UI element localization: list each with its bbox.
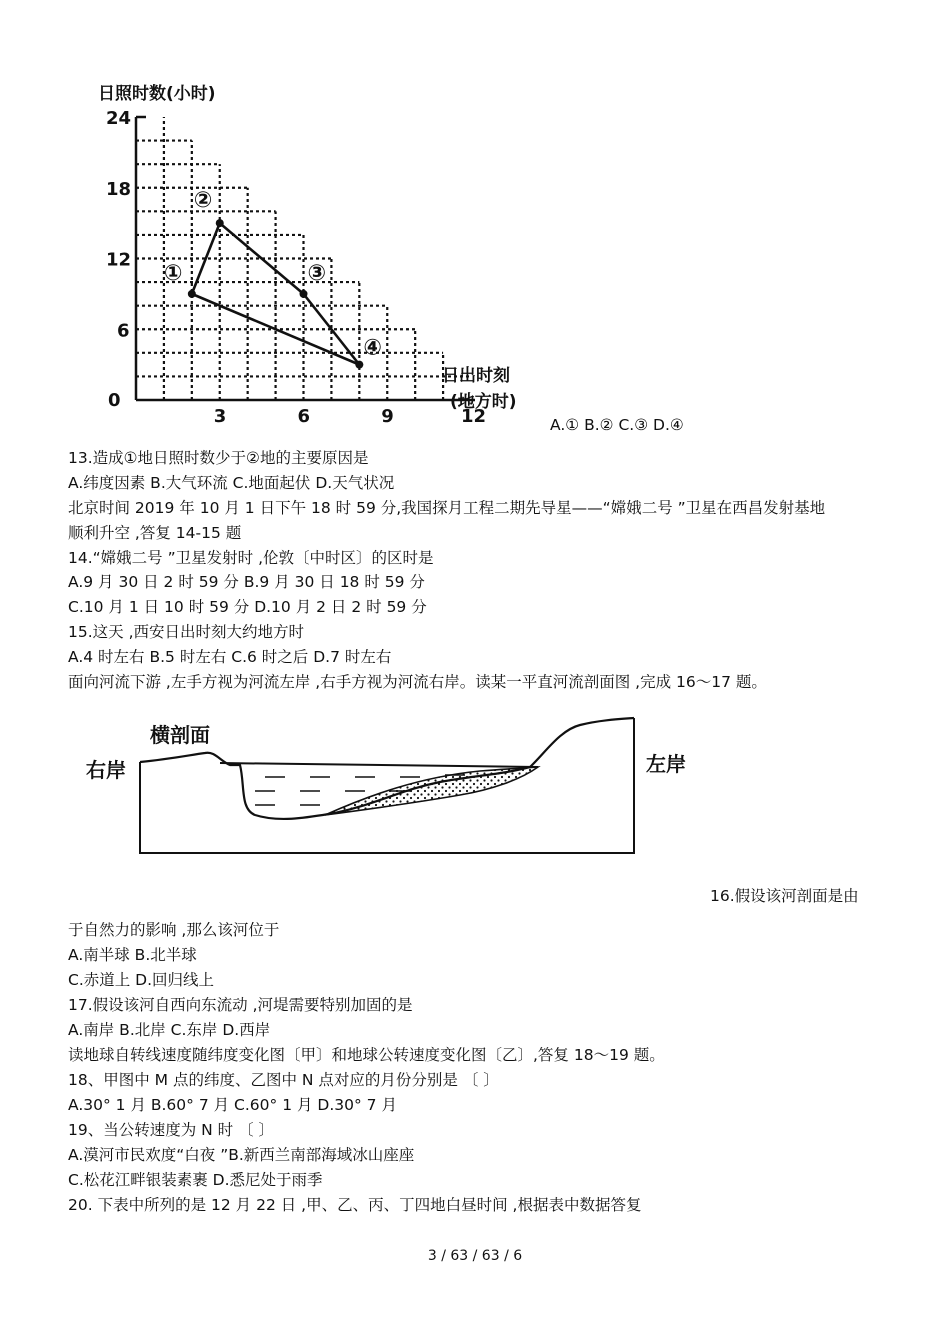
q19-stem: 19、当公转速度为 N 时 〔 〕 — [68, 1121, 275, 1139]
x-tick-label: 0 — [108, 390, 121, 411]
y-axis-label: 日照时数(小时) — [98, 84, 216, 104]
data-point — [355, 361, 363, 369]
q18-options: A.30° 1 月 B.60° 7 月 C.60° 1 月 D.30° 7 月 — [68, 1096, 397, 1114]
q14-options-cd: C.10 月 1 日 10 时 59 分 D.10 月 2 日 2 时 59 分 — [68, 598, 427, 616]
intro-18-19: 读地球自转线速度随纬度变化图〔甲〕和地球公转速度变化图〔乙〕,答复 18～19 题。 — [68, 1046, 665, 1064]
left-bank-label: 左岸 — [646, 752, 686, 776]
q12-options: A.① B.② C.③ D.④ — [550, 416, 684, 434]
page-footer: 3 / 63 / 63 / 6 — [427, 1248, 523, 1264]
x-axis-label-line1: 日出时刻 — [442, 366, 510, 386]
q17-options: A.南岸 B.北岸 C.东岸 D.西岸 — [68, 1021, 271, 1039]
q13-options: A.纬度因素 B.大气环流 C.地面起伏 D.天气状况 — [68, 474, 395, 492]
y-tick-label: 6 — [117, 320, 130, 342]
q14-stem: 14.“嫦娥二号 ”卫星发射时 ,伦敦〔中时区〕的区时是 — [68, 549, 434, 567]
river-cross-section — [80, 705, 710, 875]
data-point — [188, 290, 196, 298]
q16-stem-end: 于自然力的影响 ,那么该河位于 — [68, 921, 280, 939]
y-tick-label: 24 — [106, 108, 132, 129]
x-tick-label: 9 — [381, 406, 394, 425]
q18-stem: 18、甲图中 M 点的纬度、乙图中 N 点对应的月份分别是 〔 〕 — [68, 1071, 499, 1089]
intro-16-17: 面向河流下游 ,左手方视为河流左岸 ,右手方视为河流右岸。读某一平直河流剖面图 ,完成 16～17 题。 — [68, 673, 767, 691]
q16-options-cd: C.赤道上 D.回归线上 — [68, 971, 215, 989]
section-frame — [140, 718, 634, 853]
data-point-label: ④ — [363, 335, 382, 361]
q13-stem: 13.造成①地日照时数少于②地的主要原因是 — [68, 449, 369, 467]
q15-stem: 15.这天 ,西安日出时刻大约地方时 — [68, 623, 305, 641]
water-surface — [220, 763, 538, 767]
data-point — [300, 290, 308, 298]
q17-stem: 17.假设该河自西向东流动 ,河堤需要特别加固的是 — [68, 996, 413, 1014]
x-tick-label: 6 — [297, 406, 311, 425]
section-title: 横剖面 — [150, 723, 210, 747]
sunshine-chart — [80, 75, 540, 425]
data-point-label: ③ — [307, 260, 327, 286]
x-axis-label-line2: (地方时) — [450, 392, 517, 412]
right-bank-label: 右岸 — [86, 758, 126, 782]
data-point-label: ① — [163, 260, 183, 286]
x-tick-label: 3 — [213, 406, 227, 425]
q19-options-cd: C.松花江畔银装素裹 D.悉尼处于雨季 — [68, 1171, 323, 1189]
q15-options: A.4 时左右 B.5 时左右 C.6 时之后 D.7 时左右 — [68, 648, 392, 666]
x-tick-label: 12 — [461, 406, 487, 425]
chart-grid — [136, 117, 471, 400]
q19-options-ab: A.漠河市民欢度“白夜 ”B.新西兰南部海域冰山座座 — [68, 1146, 415, 1164]
data-point-label: ② — [193, 188, 213, 214]
q16-stem-start: 16.假设该河剖面是由 — [710, 887, 859, 905]
q16-options-ab: A.南半球 B.北半球 — [68, 946, 197, 964]
intro-14-15-line2: 顺利升空 ,答复 14-15 题 — [68, 524, 242, 542]
q14-options-ab: A.9 月 30 日 2 时 59 分 B.9 月 30 日 18 时 59 分 — [68, 573, 425, 591]
y-tick-label: 12 — [106, 249, 132, 271]
data-point — [216, 219, 224, 227]
y-tick-label: 18 — [106, 178, 132, 200]
q20-stem: 20. 下表中所列的是 12 月 22 日 ,甲、乙、丙、丁四地白昼时间 ,根据表中数据答复 — [68, 1196, 642, 1214]
intro-14-15-line1: 北京时间 2019 年 10 月 1 日下午 18 时 59 分,我国探月工程二期先导星——“嫦娥二号 ”卫星在西昌发射基地 — [68, 499, 826, 517]
